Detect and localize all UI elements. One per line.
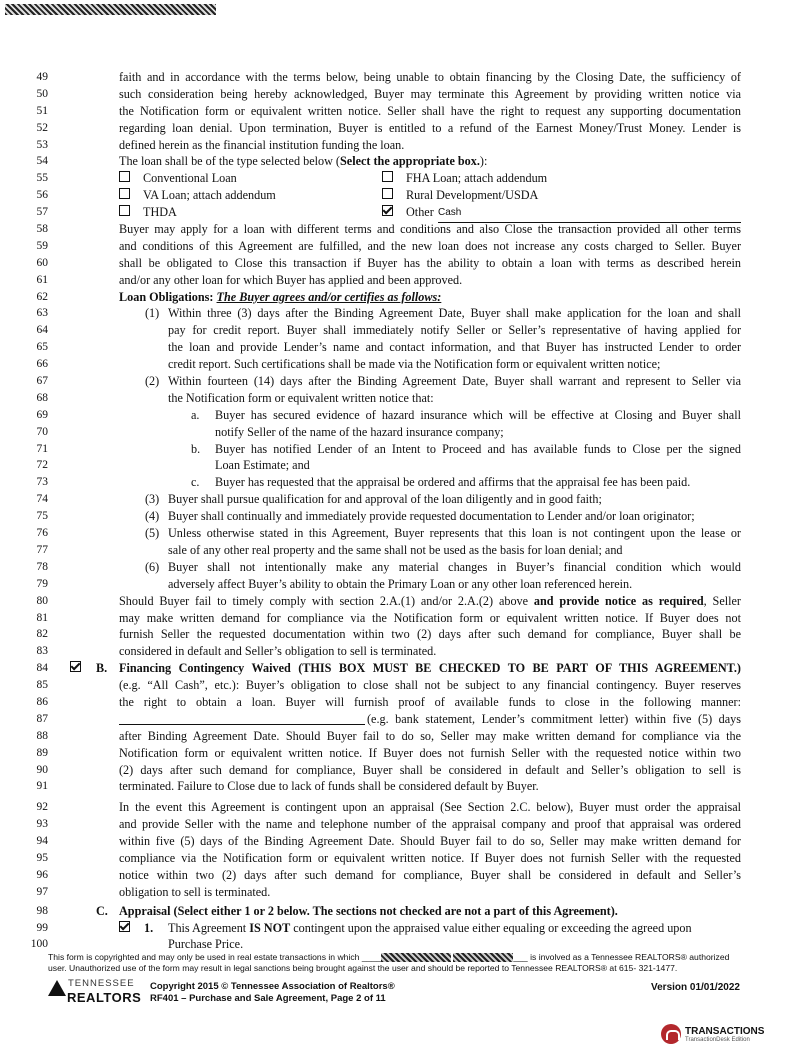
list-marker: (1)	[145, 306, 160, 321]
form-name: RF401 – Purchase and Sale Agreement, Page 2 of 11	[150, 993, 386, 1004]
line-number: 75	[36, 510, 48, 523]
line-number: 89	[36, 746, 48, 759]
line-number: 68	[36, 391, 48, 404]
line-text: adversely affect Buyer’s ability to obtain the Primary Loan or any other loan referenced herein.	[168, 576, 633, 591]
checkbox-thda[interactable]	[119, 205, 130, 216]
line-text: compliance via the Notification form or equivalent written notice. If Buyer does not furnish Seller with the requested	[119, 850, 741, 865]
line-number: 95	[36, 851, 48, 864]
line-text: credit report. Such certifications shall be made via the Notification form or equivalent written notice;	[168, 357, 661, 372]
line-81	[0, 610, 811, 627]
checkbox-rural[interactable]	[382, 188, 393, 199]
line-62	[0, 289, 811, 306]
checkbox-financing-waived[interactable]	[70, 661, 81, 672]
line-72	[0, 457, 811, 474]
line-text: Notification form or equivalent written notice. If Buyer does not furnish Seller with the requested notice within two	[119, 745, 741, 760]
line-90	[0, 762, 811, 779]
line-number: 99	[36, 921, 48, 934]
line-text: Should Buyer fail to timely comply with section 2.A.(1) and/or 2.A.(2) above	[119, 593, 534, 608]
line-49	[0, 69, 811, 86]
line-number: 88	[36, 729, 48, 742]
checkbox-conventional[interactable]	[119, 171, 130, 182]
list-marker: (2)	[145, 374, 160, 389]
line-text: (e.g. “All Cash”, etc.): Buyer’s obligation to close shall not be subject to any financial contingency. Buyer reserves	[119, 678, 741, 693]
line-100	[0, 936, 811, 953]
line-text: Buyer has notified Lender of an Intent to Proceed and has available funds to Close per the signed	[215, 441, 741, 456]
line-text: notify Seller of the name of the hazard insurance company;	[215, 424, 504, 439]
list-marker: (4)	[145, 509, 160, 524]
section-heading: Loan Obligations:	[119, 289, 217, 304]
line-93	[0, 816, 811, 833]
line-text: pay for credit report. Buyer shall immediately notify Seller or Seller’s representative of having applied for	[168, 323, 741, 338]
bold-text: and provide notice as required	[533, 593, 704, 608]
line-text: the Notification form or equivalent written notice that:	[168, 390, 434, 405]
copyright-block	[150, 981, 395, 1005]
line-text: considered in default and Seller’s obligation to sell is terminated.	[119, 644, 437, 659]
line-83	[0, 643, 811, 660]
line-91	[0, 778, 811, 795]
line-text: In the event this Agreement is contingent upon an appraisal (See Section 2.C. below), Buyer must order the appraisal	[119, 800, 741, 815]
line-78	[0, 559, 811, 576]
line-number: 50	[36, 87, 48, 100]
line-number: 70	[36, 425, 48, 438]
line-text: defined herein as the financial institution funding the loan.	[119, 137, 405, 152]
line-97	[0, 884, 811, 901]
line-number: 74	[36, 493, 48, 506]
line-75	[0, 508, 811, 525]
list-marker: (6)	[145, 559, 160, 574]
line-86	[0, 694, 811, 711]
logo-text: TENNESSEE	[68, 978, 135, 989]
line-number: 90	[36, 763, 48, 776]
line-text: faith and in accordance with the terms below, being unable to obtain financing by the Closing Date, the sufficiency of	[119, 70, 741, 84]
copyright-text: Copyright 2015 © Tennessee Association of Realtors®	[150, 981, 395, 992]
line-text: the right to obtain a loan. Buyer will furnish proof of available funds to close in the following manner:	[119, 694, 741, 709]
line-text: ):	[479, 154, 488, 169]
line-84	[0, 660, 811, 677]
line-text: Purchase Price.	[168, 937, 244, 952]
line-number: 77	[36, 543, 48, 556]
line-number: 64	[36, 324, 48, 337]
line-number: 59	[36, 239, 48, 252]
line-76	[0, 525, 811, 542]
tennessee-realtors-logo	[48, 978, 142, 1008]
option-label: Conventional Loan	[143, 171, 237, 186]
line-number: 56	[36, 189, 48, 202]
line-68	[0, 390, 811, 407]
line-text: Buyer has requested that the appraisal be ordered and affirms that the appraisal fee has been paid.	[215, 475, 691, 490]
line-59	[0, 238, 811, 255]
line-67	[0, 373, 811, 390]
bold-text: IS NOT	[249, 920, 291, 935]
line-64	[0, 322, 811, 339]
line-text: This Agreement	[168, 920, 250, 935]
line-number: 62	[36, 290, 48, 303]
line-number: 81	[36, 611, 48, 624]
line-number: 94	[36, 835, 48, 848]
checkbox-va[interactable]	[119, 188, 130, 199]
line-text: (e.g. bank statement, Lender’s commitment letter) within five (5) days	[367, 711, 741, 726]
line-55	[0, 170, 811, 187]
option-label: THDA	[143, 205, 177, 220]
line-80	[0, 593, 811, 610]
line-number: 54	[36, 155, 48, 168]
line-text: Unless otherwise stated in this Agreement, Buyer represents that this loan is not contingent upon the lease or	[168, 526, 741, 541]
line-52	[0, 120, 811, 137]
line-text: obligation to sell is terminated.	[119, 884, 271, 899]
section-heading: Financing Contingency Waived (	[119, 661, 303, 676]
line-number: 71	[36, 442, 48, 455]
transactions-icon	[661, 1024, 681, 1044]
line-number: 66	[36, 358, 48, 371]
line-87	[0, 711, 811, 728]
line-96	[0, 867, 811, 884]
line-text: , Seller	[703, 593, 741, 608]
line-text: within five (5) days of the Binding Agreement Date. Should Buyer fail to do so, Seller may make written demand for	[119, 834, 741, 849]
line-number: 80	[36, 594, 48, 607]
line-92	[0, 799, 811, 816]
line-53	[0, 137, 811, 154]
line-text: Buyer shall pursue qualification for and approval of the loan diligently and in good faith;	[168, 492, 602, 507]
line-63	[0, 305, 811, 322]
option-label: Rural Development/USDA	[406, 188, 539, 203]
list-marker: (3)	[145, 492, 160, 507]
line-69	[0, 407, 811, 424]
line-number: 72	[36, 459, 48, 472]
line-number: 61	[36, 273, 48, 286]
line-text: the Notification form or equivalent written notice. Seller shall have the right to request any supporting documentation	[119, 103, 741, 118]
line-51	[0, 103, 811, 120]
list-marker: a.	[191, 407, 200, 422]
redacted-name	[381, 953, 451, 962]
footer-text: is involved as a Tennessee REALTORS® authorized	[530, 952, 730, 962]
line-number: 69	[36, 408, 48, 421]
line-95	[0, 850, 811, 867]
list-marker: (5)	[145, 526, 160, 541]
line-number: 67	[36, 375, 48, 388]
bold-text: Select the appropriate box.	[340, 154, 480, 169]
line-number: 84	[36, 662, 48, 675]
line-66	[0, 356, 811, 373]
line-text: Within fourteen (14) days after the Binding Agreement Date, Buyer shall warrant and represent to Seller via	[168, 374, 741, 389]
footer-text: user. Unauthorized use of the form may result in legal sanctions being brought against the user and should be reported to Tennessee REALTORS® at 615- 321-1477.	[48, 963, 678, 973]
line-89	[0, 745, 811, 762]
line-54	[0, 153, 811, 170]
footer-text: This form is copyrighted and may only be used in real estate transactions in which	[48, 952, 360, 962]
section-marker: B.	[96, 661, 108, 676]
other-loan-field[interactable]: Cash	[438, 205, 741, 223]
redaction-bar	[5, 4, 216, 15]
line-text: sale of any other real property and the same shall not be used as the basis for loan denial; and	[168, 542, 623, 557]
line-85	[0, 677, 811, 694]
redacted-name	[453, 953, 513, 962]
line-number: 78	[36, 560, 48, 573]
line-88	[0, 728, 811, 745]
line-71	[0, 441, 811, 458]
line-98	[0, 903, 811, 920]
line-number: 63	[36, 307, 48, 320]
line-number: 92	[36, 801, 48, 814]
line-text: shall be obligated to Close this transaction if Buyer has the ability to obtain a loan with terms as described herein	[119, 255, 741, 270]
line-text: Buyer has secured evidence of hazard insurance which will be effective at Closing and Buyer shall	[215, 407, 741, 422]
line-number: 76	[36, 527, 48, 540]
line-57	[0, 204, 811, 221]
line-number: 82	[36, 628, 48, 641]
line-number: 86	[36, 695, 48, 708]
line-56	[0, 187, 811, 204]
proof-of-funds-field[interactable]	[119, 711, 365, 725]
footer-notice: This form is copyrighted and may only be used in real estate transactions in which ____ ___ is involved as a Tennessee REALTORS® authorized user. Unauthorized use of the form may result in legal sanctions being brought against the user and should be reported to Tennessee REALTORS® at 615- 321-1477.	[48, 952, 768, 974]
line-number: 53	[36, 138, 48, 151]
line-text: Buyer shall continually and immediately provide requested documentation to Lender and/or loan originator;	[168, 509, 695, 524]
checkbox-fha[interactable]	[382, 171, 393, 182]
realtors-logo-icon	[48, 980, 66, 996]
line-79	[0, 576, 811, 593]
line-text: and conditions of this Agreement are fulfilled, and the new loan does not increase any costs charged to Seller. Buyer	[119, 238, 741, 253]
line-number: 58	[36, 223, 48, 236]
line-number: 52	[36, 121, 48, 134]
line-text: and/or any other loan for which Buyer has applied and been approved.	[119, 272, 463, 287]
line-number: 79	[36, 577, 48, 590]
line-58	[0, 221, 811, 238]
line-number: 96	[36, 868, 48, 881]
line-text: the loan and provide Lender’s name and contact information, and that Buyer has instructed Lender to order	[168, 340, 741, 355]
line-60	[0, 255, 811, 272]
line-73	[0, 474, 811, 491]
list-marker: c.	[191, 475, 200, 490]
line-text: terminated. Failure to Close due to lack of funds shall be considered default by Buyer.	[119, 779, 539, 794]
line-number: 91	[36, 780, 48, 793]
line-number: 100	[30, 938, 48, 951]
line-text: such consideration being hereby acknowledged, Buyer may terminate this Agreement by providing written notice via	[119, 86, 741, 101]
line-text: contingent upon the appraised value either equaling or exceeding the agreed upon	[290, 920, 692, 935]
checkbox-appraisal-1[interactable]	[119, 921, 130, 932]
section-subheading: The Buyer agrees and/or certifies as follows:	[216, 289, 442, 304]
line-number: 57	[36, 206, 48, 219]
checkbox-other[interactable]	[382, 205, 393, 216]
line-65	[0, 339, 811, 356]
line-number: 98	[36, 904, 48, 917]
logo-text: TRANSACTIONS	[685, 1026, 765, 1037]
line-74	[0, 491, 811, 508]
line-number: 87	[36, 712, 48, 725]
line-number: 73	[36, 476, 48, 489]
version-text: Version 01/01/2022	[651, 982, 740, 993]
line-text: regarding loan denial. Upon termination, Buyer is entitled to a refund of the Earnest Money/Trust Money. Lender is	[119, 120, 741, 135]
line-number: 49	[36, 71, 48, 83]
section-heading: THIS BOX MUST BE CHECKED TO BE PART OF THIS AGREEMENT.)	[302, 661, 741, 676]
line-61	[0, 272, 811, 289]
line-text: Loan Estimate; and	[215, 458, 310, 473]
line-text: and provide Seller with the name and telephone number of the appraisal company and proof that appraisal was ordered	[119, 817, 741, 832]
line-text: furnish Seller the requested documentation within two (2) days after such demand for compliance, Buyer shall be	[119, 627, 741, 642]
section-marker: C.	[96, 903, 108, 918]
line-number: 97	[36, 885, 48, 898]
line-70	[0, 424, 811, 441]
line-text: after Binding Agreement Date. Should Buyer fail to do so, Seller may make written demand for compliance via the	[119, 728, 741, 743]
document-body	[0, 69, 811, 953]
list-marker: b.	[191, 441, 201, 456]
logo-text: REALTORS	[67, 990, 142, 1005]
line-text: may make written demand for compliance via the Notification form or equivalent written notice. If Buyer does not	[119, 610, 741, 625]
line-number: 51	[36, 104, 48, 117]
option-label: FHA Loan; attach addendum	[406, 171, 548, 186]
line-82	[0, 626, 811, 643]
line-text: (2) days after such demand for compliance, Buyer shall be considered in default and Seller’s obligation to sell is	[119, 762, 741, 777]
line-94	[0, 833, 811, 850]
logo-text: TransactionDesk Edition	[685, 1037, 750, 1043]
line-text: notice within two (2) days after such demand for compliance, Buyer shall be considered in default and Seller’s	[119, 867, 741, 882]
line-77	[0, 542, 811, 559]
section-heading: Appraisal (Select either 1 or 2 below. The sections not checked are not a part of this Agreement).	[119, 903, 618, 918]
line-99	[0, 920, 811, 937]
line-text: The loan shall be of the type selected below (	[119, 154, 340, 169]
option-label: Other	[406, 205, 434, 220]
option-label: VA Loan; attach addendum	[143, 188, 276, 203]
line-text: Buyer may apply for a loan with different terms and conditions and also Close the transaction provided all other terms	[119, 222, 741, 237]
line-text: Buyer shall not intentionally make any material changes in Buyer’s financial condition which would	[168, 559, 741, 574]
line-text: Within three (3) days after the Binding Agreement Date, Buyer shall make application for the loan and shall	[168, 306, 741, 321]
line-number: 93	[36, 818, 48, 831]
line-number: 65	[36, 341, 48, 354]
line-number: 60	[36, 256, 48, 269]
line-50	[0, 86, 811, 103]
line-number: 83	[36, 645, 48, 658]
list-marker: 1.	[144, 920, 154, 935]
line-number: 85	[36, 679, 48, 692]
line-number: 55	[36, 172, 48, 185]
